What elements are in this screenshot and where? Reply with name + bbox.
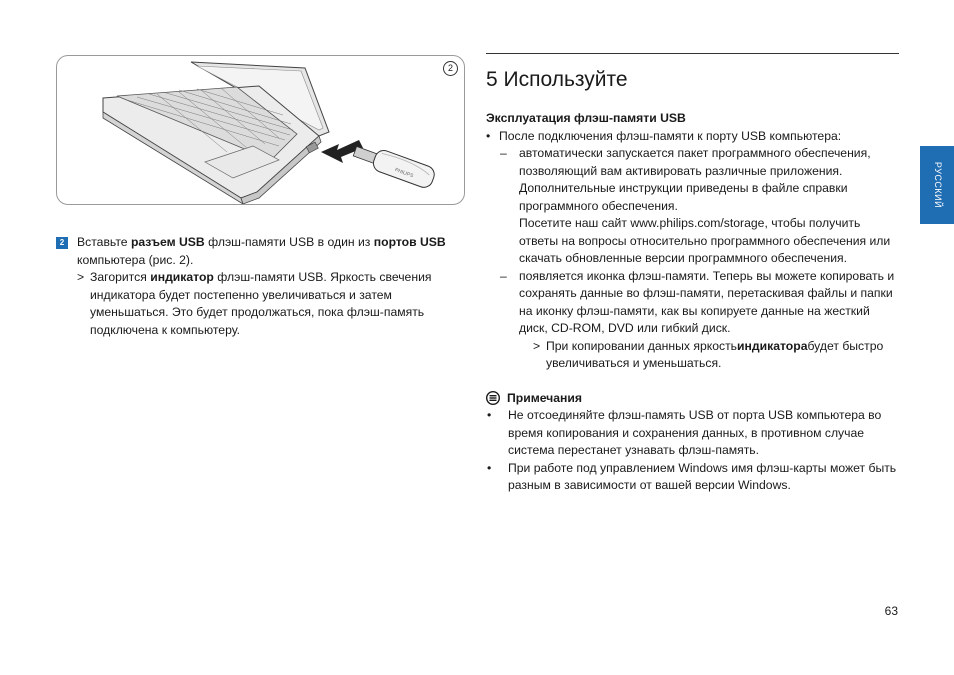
bullet-item: [486, 128, 900, 146]
step-text: [77, 234, 458, 269]
text: флэш-памяти USB. Яркость свечения индикатора будет постепенно увеличиваться и затем уменьшаться. Это будет продолжаться, пока флэш-память подключена к компьютеру.: [90, 270, 432, 337]
bold-text: разъем USB: [130, 235, 205, 249]
note-text: Не отсоединяйте флэш-память USB от порта USB компьютера во время копирования и сохранения данных, в противном случае система перестанет узнавать флэш-память.: [508, 408, 882, 457]
dash-marker: –: [500, 146, 507, 160]
laptop-illustration: [57, 56, 465, 205]
drive-brand-text: PHILIPS: [393, 167, 415, 180]
result-marker: >: [533, 338, 541, 353]
result-text: [546, 338, 900, 373]
usage-section: [486, 110, 900, 495]
note-icon: [486, 391, 500, 405]
dash-text: появляется иконка флэш-памяти. Теперь вы можете копировать и сохранять данные во флэш-памяти, перетаскивая файлы и папки на иконку флэш-памяти, как вы копируете данные на жесткий диск, CD-ROM, DVD или гибкий диск.: [519, 268, 895, 335]
bullet-marker: •: [487, 460, 492, 475]
dash-item: [500, 145, 900, 268]
language-tab-label: РУССКИЙ: [932, 161, 943, 209]
chapter-title: 5 Используйте: [486, 68, 628, 91]
text: флэш-памяти USB в один из: [204, 235, 374, 249]
text: Загорится: [90, 270, 151, 284]
result-text: [90, 269, 458, 339]
text: Вставьте: [77, 235, 131, 249]
page-number: 63: [884, 604, 898, 618]
chapter-rule: [486, 53, 899, 54]
note-text: При работе под управлением Windows имя флэш-карты может быть разным в зависимости от вашей версии Windows.: [508, 460, 897, 492]
result-marker: >: [77, 270, 85, 284]
dash-text-extra: Посетите наш сайт www.philips.com/storage, чтобы получить ответы на вопросы относительно программного обеспечения или скачать обновленные версии программного обеспечения.: [519, 216, 891, 265]
note-item: [486, 407, 900, 460]
bold-text: индикатор: [150, 270, 214, 284]
dash-result: [533, 338, 900, 373]
dash-marker: –: [500, 268, 507, 283]
figure-number: 2: [443, 61, 458, 76]
text: будет быстро увеличиваться и уменьшаться.: [546, 338, 884, 370]
step-result: [77, 269, 458, 339]
section-subheading: Эксплуатация флэш-памяти USB: [486, 111, 686, 125]
notes-heading: Примечания: [507, 390, 583, 405]
language-tab: [920, 146, 954, 224]
step-2: [56, 234, 458, 339]
note-item: [486, 460, 900, 495]
bullet-marker: •: [486, 128, 491, 143]
bold-text: индикатора: [737, 338, 808, 353]
step-number-badge: 2: [56, 237, 68, 249]
bullet-text: После подключения флэш-памяти к порту USB компьютера:: [499, 128, 842, 143]
text: При копировании данных яркость: [546, 338, 738, 353]
bullet-marker: •: [487, 408, 492, 422]
figure-laptop-usb: [56, 55, 465, 205]
dash-item: [500, 268, 900, 338]
bold-text: портов USB: [373, 235, 446, 249]
text: компьютера (рис. 2).: [77, 252, 194, 267]
notes-heading-row: [486, 390, 900, 408]
dash-text: автоматически запускается пакет программного обеспечения, позволяющий вам активировать различные приложения. Дополнительные инструкции приведены в файле справки программного обеспечения.: [519, 146, 871, 213]
